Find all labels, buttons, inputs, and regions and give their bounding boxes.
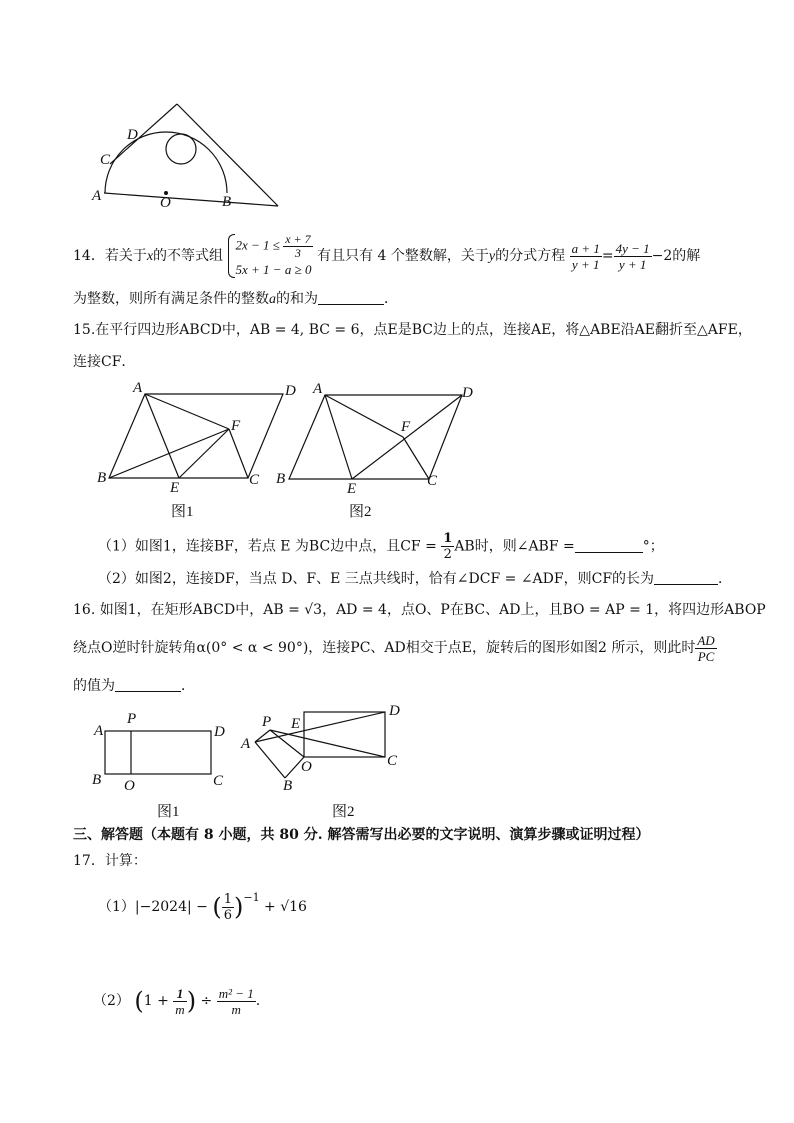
q14-sys2: 5x + 1 − a ≥ 0 [235,262,312,277]
q14-text-a: 14．若关于 [73,248,147,264]
q16-line1: 16. 如图1，在矩形ABCD中，AB = √3，AD = 4，点O、P在BC、AD上，且BO = AP = 1，将四边形ABOP [73,602,766,618]
q17-sub2-frac1 [173,986,186,1017]
q15-sub1-den: 2 [443,547,452,562]
q17-sub1-frac [222,892,234,923]
q16-fig1-caption: 图1 [157,804,180,820]
q16-frac-den: PC [697,648,715,664]
q14-text-c: 有且只有 4 个整数解，关于 [317,248,489,264]
q17-sub1-lparen: ( [212,893,222,921]
q17-sub2-lparen: ( [134,987,144,1015]
fig2-label-B: B [276,471,286,487]
label-B: B [222,194,232,210]
fig1-label-F: F [231,418,241,434]
q16-fig2-label-E: E [291,716,301,732]
q16-fig1-label-B: B [92,772,102,788]
q15-sub1-b: AB时，则∠ABF = [454,538,575,555]
q16-line3-end: ． [181,678,195,694]
q16-fig1-label-P: P [127,711,137,727]
q16-fig2-label-P: P [262,714,272,730]
q16-line2-a: 绕点O逆时针旋转角α(0° < α < 90°)，连接PC、AD相交于点E，旋转后的图形如图2 所示，则此时 [73,640,696,656]
q15-sub1-end: °； [642,538,664,555]
q16-fig1-label-D: D [214,724,225,740]
q16-fig2-caption: 图2 [332,804,355,820]
q14-sys1-num: x + 7 [285,232,311,246]
q17-title: 17．计算： [73,853,147,869]
fig1-label-A: A [133,380,143,396]
q17-sub2 [93,985,260,1017]
q14-eq-mid: = [601,248,614,264]
section3-title: 三、解答题（本题有 8 小题，共 80 分. 解答需写出必要的文字说明、演算步骤或证明过程） [73,827,650,843]
q17-sub1-rparen: ) [234,893,244,921]
q14-sys1-den: 3 [294,246,301,260]
q17-sub2-div: ÷ [200,993,213,1009]
q17-sub2-num2: m² − 1 [218,985,254,1001]
q17-sub2-a: （2） [93,993,130,1009]
label-D: D [127,127,138,143]
q17-sub1-num: 1 [223,891,232,907]
fig2-label-D: D [462,385,473,401]
q17-sub1-exp: −1 [243,891,260,904]
q17-sub2-num1: 1 [173,986,186,1002]
q17-sub2-frac2 [217,986,256,1017]
label-A: A [92,188,102,204]
q17-sub1-b: + √16 [264,899,307,915]
q14-var-x: x [146,249,154,264]
fig2-label-C: C [427,473,438,489]
q14-text-d: 的分式方程 [495,248,566,264]
q16-fig2-label-D: D [389,703,400,719]
q14-line2-a: 为整数，则所有满足条件的整数 [73,291,269,307]
q16-fig2-label-B: B [283,778,293,794]
fig2-caption: 图2 [349,504,372,520]
fig2-label-F: F [401,419,411,435]
q15-sub2-a: （2）如图2，连接DF，当点 D、F、E 三点共线时，恰有∠DCF = ∠ADF，则CF的长为 [98,571,655,587]
q15-sub1-a: （1）如图1，连接BF，若点 E 为BC边中点，且CF = [98,538,437,555]
q14-text-b: 的不等式组 [153,248,224,264]
label-C: C [100,152,111,168]
q14-eq-tail: −2 [651,248,673,264]
q14-line2-b: 的和为 [276,291,318,307]
q14-eq-l-num: a + 1 [571,240,600,256]
q17-sub2-rparen: ) [186,987,197,1015]
q17-sub1 [98,883,307,923]
fig1-label-D: D [285,383,296,399]
q17-sub2-den1: m [175,1001,185,1017]
q16-fig2-label-O: O [301,759,312,775]
q16-frac-num: AD [697,632,715,648]
q16-fig2-label-C: C [387,753,398,769]
q14-sys1: 2x − 1 ≤ [235,237,280,253]
q15-sub2-end: ． [718,571,733,587]
q16-fig1-label-C: C [213,773,224,789]
fig1-label-E: E [170,480,180,496]
label-O: O [160,195,171,211]
q15-sub1-num: 1 [443,531,453,546]
q16-fig1-label-O: O [124,778,135,794]
q14-eq-r-den: y + 1 [618,256,647,272]
q15-line1: 15.在平行四边形ABCD中，AB = 4, BC = 6，点E是BC边上的点，连接AE，将△ABE沿AE翻折至△AFE， [73,322,752,338]
q16-fig1-label-A: A [94,723,104,739]
q17-sub2-end: . [255,993,261,1009]
fig1-caption: 图1 [171,504,194,520]
q17-sub2-one: 1 + [143,993,169,1009]
q14-eq-r-num: 4y − 1 [615,240,650,256]
q14-eq-l-den: y + 1 [571,256,600,272]
fig1-label-C: C [249,472,260,488]
q17-sub2-den2: m [231,1001,241,1017]
fig1-label-B: B [97,470,107,486]
fig2-label-A: A [313,381,323,397]
q14-line2-end: ． [384,291,398,307]
q14-text-e: 的解 [672,248,701,264]
q15-line2: 连接CF． [73,354,136,370]
q16-fig2-label-A: A [241,736,251,752]
q17-sub1-a: （1）|−2024| − [98,899,208,915]
q17-sub1-den: 6 [223,907,232,923]
q16-line3-a: 的值为 [73,678,115,694]
q14-var-y: y [488,249,496,264]
q14-line2-var: a [269,292,276,307]
fig2-label-E: E [347,481,357,497]
